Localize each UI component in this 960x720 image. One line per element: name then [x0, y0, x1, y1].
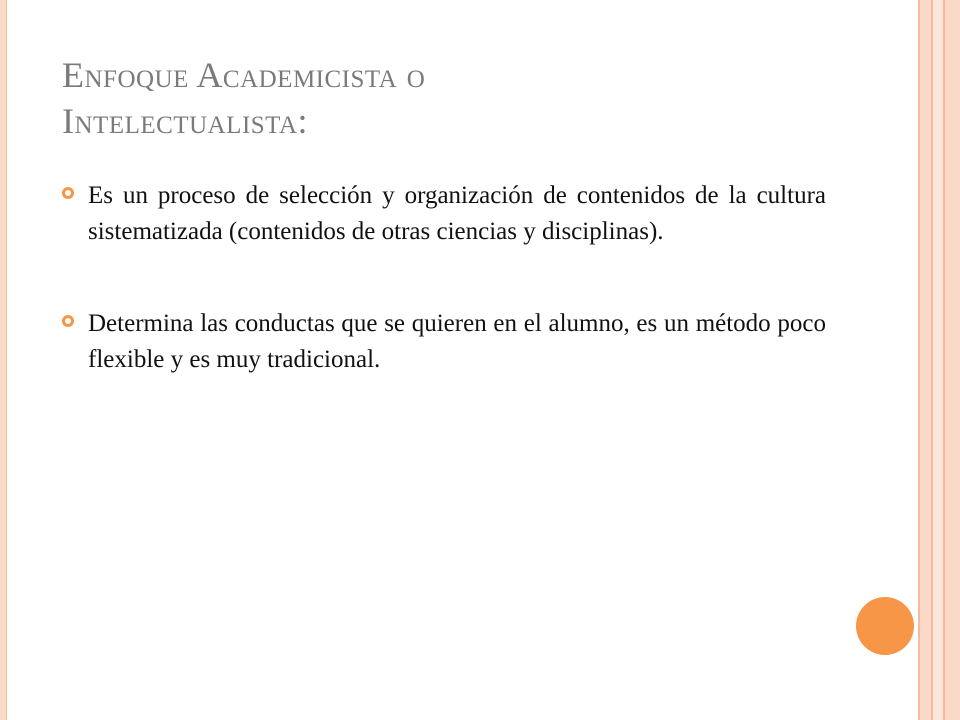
right-stripe-decoration	[920, 0, 931, 720]
slide-title-line-2: Intelectualista:	[62, 101, 309, 141]
bullet-list	[62, 178, 826, 378]
bullet-item	[62, 178, 826, 250]
right-stripe-decoration	[933, 0, 943, 720]
bullet-item	[62, 306, 826, 378]
orange-circle-decoration	[856, 597, 914, 655]
slide-title-line-1: Enfoque Academicista o	[62, 55, 426, 95]
slide-title	[62, 52, 882, 144]
bullet-circle-icon	[62, 315, 74, 327]
bullet-text: Determina las conductas que se quieren en el alumno, es un método poco flexible y es muy tradicional.	[88, 310, 826, 373]
right-stripe-decoration	[945, 0, 960, 720]
left-border-decoration	[0, 0, 7, 720]
bullet-circle-icon	[62, 187, 74, 199]
bullet-text: Es un proceso de selección y organización de contenidos de la cultura sistematizada (contenidos de otras ciencias y disciplinas).	[88, 182, 826, 245]
